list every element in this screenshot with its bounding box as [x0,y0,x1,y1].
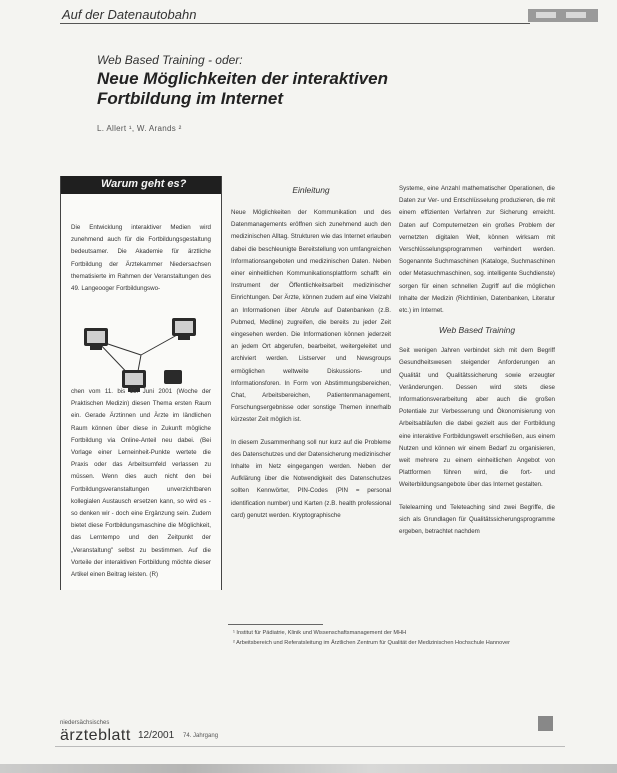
column-web-based-training [399,183,555,615]
sidebar-box [60,176,222,590]
sidebar-text-bottom: chen vom 11. bis 15. Juni 2001 (Woche der Praktischen Medizin) diesen Thema ersten Raum ein. Gerade Ärztinnen und Ärzte im ländlichen Raum können über diese in Zukunft mögliche Fortbildung via Online-Anteil neu dabei. (Bei Vorlage einer Lerneinheit-Punkte wertete die Praxis oder das Arbeitsumfeld verlassen zu müssen. Wenn dies auch nicht den bei Fortbildungsveranstaltungen unverzichtbaren kollegialen Austausch ersetzen kann, so wird es - so denken wir - doch eine Ergänzung sein. Zudem bietet diese Fortbildungsmaschine die Möglichkeit, das Lerntempo und den Zeitpunkt der „Veranstaltung" selbst zu bestimmen. Auf die Vorteile der interaktiven Fortbildung möchte dieser Artikel einen Beitrag leisten. (R) [71,388,211,579]
paragraph: In diesem Zusammenhang soll nur kurz auf die Probleme des Datenschutzes und der Datensicherung medizinischer Inhalte im Netz eingegangen werden. Neben der Aufklärung über die Notwendigkeit des Datenschutzes sollten Kennwörter, PIN-Codes (PIN = personal identification number) und Karten (z.B. health professional card) genutzt werden. Kryptographische [231,438,391,519]
header-rule [60,23,530,24]
heading-web-based-training: Web Based Training [438,325,516,336]
footnote-2: ² Arbeitsbereich und Referatsleitung im Ärztlichen Zentrum für Qualität der Medizinischen Hochschule Hannover [233,640,511,646]
scan-edge [0,764,617,773]
footer-rule [55,746,565,747]
article-title: Neue Möglichkeiten der interaktiven Fortbildung im Internet [97,69,388,108]
issue-number: 12/2001 [138,730,175,741]
page-header [60,6,540,23]
article-authors: L. Allert ¹, W. Arands ² [97,124,182,133]
paragraph: Telelearning und Teleteaching sind zwei Begriffe, die sich als Grundlagen für Qualitätssicherungsprogramme ergeben, betrachtet nachdem [399,503,555,536]
paragraph: Neue Möglichkeiten der Kommunikation und des Datenmanagements eröffnen sich zunehmend auch den medizinischen Alltag. Strukturen wie das Internet erlauben dabei die beschleunigte Bereitstellung von umfangreichen Informationsangeboten und medizinischen Daten. Neben einer einheitlichen Kommunikationsplattform schafft ein Instrument der Öffentlichkeitsarbeit medizinischer Einrichtungen. Der Ärzte, können zudem auf eine Vielzahl an Informationen über Abrufe auf Datenbanken (z.B. Pubmed, Medline) zugreifen, die bereits zu jeder Zeit eingesehen werden. Die Informationen können jederzeit an jedem Ort abgerufen, bearbeitet, weitergeleitet und archiviert werden. Listserver und Newsgroups ermöglichen weltweite Diskussions- und Informationsforen. In Form von Abstimmungsbereichen, Chat, Arbeitsbereichen, Patientenmanagement, Forschungsergebnisse oder sonstige Themen innerhalb kürzester Zeit möglich ist. [231,209,391,424]
section-title: Auf der Datenautobahn [62,7,197,22]
computer-network-illustration-icon [66,300,216,400]
heading-einleitung: Einleitung [292,185,330,195]
publication-name: ärzteblatt [60,727,131,744]
sidebar-box-heading: Warum geht es? [101,178,187,190]
footnote-1: ¹ Institut für Pädiatrie, Klinik und Wissenschaftsmanagement der MHH [233,630,407,636]
column-einleitung [231,183,391,615]
volume-year: 74. Jahrgang [183,733,219,739]
paragraph: Seit wenigen Jahren verbindet sich mit dem Begriff Gesundheitswesen steigender Anforderungen an Qualität und Qualitätssicherung sowie erzeugter Veränderungen. Dessen wird stets diese Informationsverarbeitung aber auch die großen Potentiale zur Verbesserung und Ökonomisierung von Arbeitsabläufen die dabei gezielt aus der Fortbildung eine interaktive Fortbildungswelt erschließen, aus einem Nutzen und können wir einem Bedarf zu organisieren, weit mehrere zu einem einheitlichen Angebot von Plattformen führen wird, die fort- und Weiterbildungsangebote über das Internet gestalten. [399,347,555,489]
footnote-rule [228,624,323,625]
corner-mark-icon [538,716,553,731]
sidebar-box-header [61,176,221,194]
article-kicker: Web Based Training - oder: [97,53,243,67]
magazine-logo-icon [528,9,598,22]
sidebar-text-top: Die Entwicklung interaktiver Medien wird zunehmend auch für die Fortbildungsgestaltung bedeutsamer. Die Akademie für ärztliche Fortbildung der Ärztekammer Niedersachsen thematisierte im Rahmen der Veranstaltungen des 49. Langeooger Fortbildungswo- [71,224,211,293]
paragraph: Systeme, eine Anzahl mathematischer Operationen, die Daten zur Ver- und Entschlüsselung produzieren, die mit einem effizienten Verfahren zur Sicherung erreicht. Daten auf Computernetzen ein großes Problem der vernetzten digitalen Welt, können wirksam mit Verschlüsselungsprogrammen verhindert werden. Sogenannte Suchmaschinen (Kataloge, Suchmaschinen oder Metasuchmaschinen, sog. intelligente Suchdienste) sorgen für einen schnellen Zugriff auf die möglichen Inhalte der Medizin (Richtlinien, Datenbanken, Literatur etc.) im Internet. [399,185,555,315]
publisher-label: niedersächsisches [60,720,110,726]
